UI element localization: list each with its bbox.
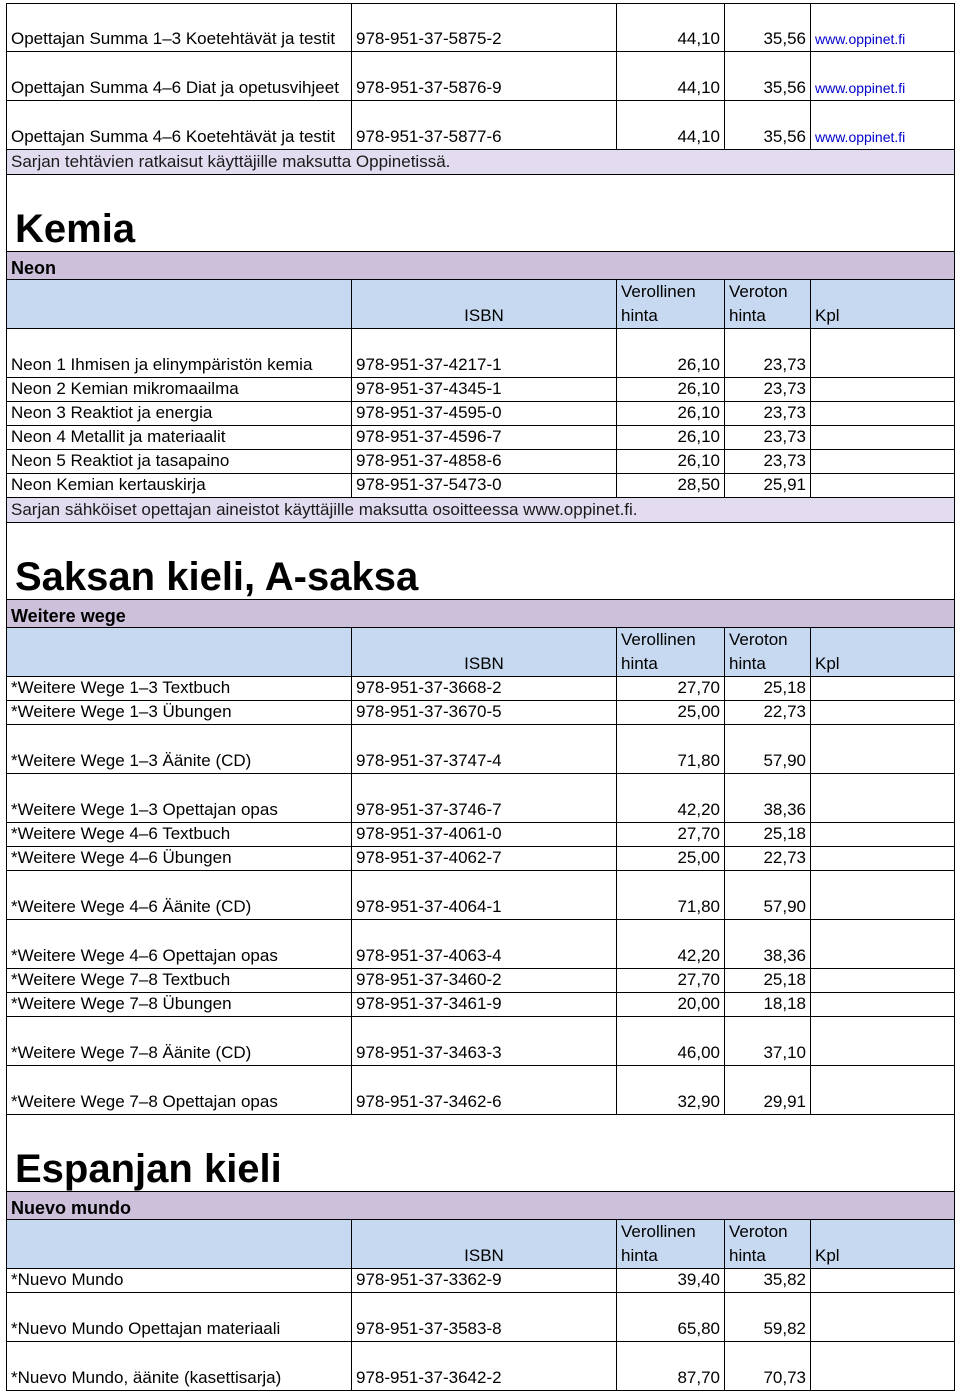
table-row xyxy=(6,1269,955,1293)
product-isbn: 978-951-37-4217-1 xyxy=(352,329,617,377)
quantity-cell[interactable] xyxy=(811,774,955,822)
price-with-vat: 26,10 xyxy=(617,426,725,449)
price-with-vat: 27,70 xyxy=(617,677,725,700)
price-without-vat: 23,73 xyxy=(725,402,811,425)
price-without-vat: 23,73 xyxy=(725,450,811,473)
table-row xyxy=(6,1342,955,1391)
section-title: Kemia xyxy=(6,175,955,251)
table-row xyxy=(6,774,955,823)
product-title: *Weitere Wege 1–3 Textbuch xyxy=(6,677,352,700)
table-row xyxy=(6,823,955,847)
price-with-vat: 42,20 xyxy=(617,774,725,822)
table-row xyxy=(6,101,955,150)
quantity-cell[interactable] xyxy=(811,402,955,425)
product-isbn: 978-951-37-4062-7 xyxy=(352,847,617,870)
header-price-with-vat: Verollinen hinta xyxy=(617,280,725,328)
price-with-vat: 46,00 xyxy=(617,1017,725,1065)
product-isbn: 978-951-37-3463-3 xyxy=(352,1017,617,1065)
table-row xyxy=(6,871,955,920)
quantity-cell[interactable] xyxy=(811,701,955,724)
product-title: *Weitere Wege 4–6 Übungen xyxy=(6,847,352,870)
product-isbn: 978-951-37-4858-6 xyxy=(352,450,617,473)
table-row xyxy=(6,3,955,52)
header-quantity: Kpl xyxy=(811,628,955,676)
product-title: Neon Kemian kertauskirja xyxy=(6,474,352,497)
header-price-without-vat: Veroton hinta xyxy=(725,628,811,676)
price-with-vat: 20,00 xyxy=(617,993,725,1016)
quantity-cell[interactable] xyxy=(811,1066,955,1114)
header-price-with-vat: Verollinen hinta xyxy=(617,1220,725,1268)
price-without-vat: 57,90 xyxy=(725,725,811,773)
price-without-vat: 22,73 xyxy=(725,847,811,870)
header-title-cell xyxy=(6,628,352,676)
table-row xyxy=(6,450,955,474)
product-isbn: 978-951-37-4345-1 xyxy=(352,378,617,401)
product-isbn: 978-951-37-4596-7 xyxy=(352,426,617,449)
product-isbn: 978-951-37-3460-2 xyxy=(352,969,617,992)
price-with-vat: 65,80 xyxy=(617,1293,725,1341)
table-header xyxy=(6,628,955,677)
series-note: Sarjan sähköiset opettajan aineistot käyttäjille maksutta osoitteessa www.oppinet.fi. xyxy=(6,498,955,523)
product-isbn: 978-951-37-4063-4 xyxy=(352,920,617,968)
product-title: *Weitere Wege 1–3 Äänite (CD) xyxy=(6,725,352,773)
price-with-vat: 27,70 xyxy=(617,823,725,846)
price-with-vat: 25,00 xyxy=(617,701,725,724)
product-title: *Weitere Wege 4–6 Äänite (CD) xyxy=(6,871,352,919)
header-quantity: Kpl xyxy=(811,1220,955,1268)
price-without-vat: 25,18 xyxy=(725,969,811,992)
price-with-vat: 28,50 xyxy=(617,474,725,497)
price-with-vat: 26,10 xyxy=(617,329,725,377)
table-row xyxy=(6,52,955,101)
quantity-cell[interactable] xyxy=(811,474,955,497)
product-title: Neon 3 Reaktiot ja energia xyxy=(6,402,352,425)
table-row xyxy=(6,1066,955,1115)
price-with-vat: 32,90 xyxy=(617,1066,725,1114)
price-with-vat: 44,10 xyxy=(617,101,725,149)
header-price-without-vat: Veroton hinta xyxy=(725,280,811,328)
table-row xyxy=(6,426,955,450)
price-without-vat: 35,56 xyxy=(725,101,811,149)
product-title: Opettajan Summa 4–6 Diat ja opetusvihjeet xyxy=(6,52,352,100)
product-isbn: 978-951-37-5877-6 xyxy=(352,101,617,149)
table-row xyxy=(6,1293,955,1342)
series-note: Sarjan tehtävien ratkaisut käyttäjille maksutta Oppinetissä. xyxy=(6,150,955,175)
header-price-with-vat: Verollinen hinta xyxy=(617,628,725,676)
quantity-cell[interactable] xyxy=(811,378,955,401)
product-title: *Nuevo Mundo xyxy=(6,1269,352,1292)
quantity-cell[interactable] xyxy=(811,823,955,846)
table-row xyxy=(6,969,955,993)
product-title: Neon 4 Metallit ja materiaalit xyxy=(6,426,352,449)
price-with-vat: 44,10 xyxy=(617,52,725,100)
price-without-vat: 22,73 xyxy=(725,701,811,724)
table-row xyxy=(6,677,955,701)
table-row xyxy=(6,329,955,378)
product-isbn: 978-951-37-5876-9 xyxy=(352,52,617,100)
price-list-sheet xyxy=(6,3,955,1391)
price-without-vat: 35,82 xyxy=(725,1269,811,1292)
price-without-vat: 23,73 xyxy=(725,426,811,449)
table-row xyxy=(6,474,955,498)
price-with-vat: 27,70 xyxy=(617,969,725,992)
quantity-cell[interactable] xyxy=(811,1269,955,1292)
series-title: Neon xyxy=(6,251,955,280)
quantity-cell[interactable] xyxy=(811,329,955,377)
product-isbn: 978-951-37-4064-1 xyxy=(352,871,617,919)
table-row xyxy=(6,725,955,774)
series-title: Weitere wege xyxy=(6,599,955,628)
table-row xyxy=(6,1017,955,1066)
product-isbn: 978-951-37-3747-4 xyxy=(352,725,617,773)
quantity-cell[interactable] xyxy=(811,1293,955,1341)
quantity-cell[interactable] xyxy=(811,920,955,968)
product-title: *Weitere Wege 1–3 Opettajan opas xyxy=(6,774,352,822)
product-title: *Weitere Wege 7–8 Äänite (CD) xyxy=(6,1017,352,1065)
table-row xyxy=(6,701,955,725)
price-with-vat: 25,00 xyxy=(617,847,725,870)
price-without-vat: 25,91 xyxy=(725,474,811,497)
quantity-cell[interactable] xyxy=(811,1017,955,1065)
oppinet-link[interactable]: www.oppinet.fi xyxy=(811,52,955,100)
product-isbn: 978-951-37-3362-9 xyxy=(352,1269,617,1292)
table-row xyxy=(6,920,955,969)
product-isbn: 978-951-37-3461-9 xyxy=(352,993,617,1016)
price-with-vat: 87,70 xyxy=(617,1342,725,1390)
product-title: Neon 1 Ihmisen ja elinympäristön kemia xyxy=(6,329,352,377)
header-price-without-vat: Veroton hinta xyxy=(725,1220,811,1268)
price-with-vat: 26,10 xyxy=(617,402,725,425)
table-header xyxy=(6,280,955,329)
section-title: Espanjan kieli xyxy=(6,1115,955,1191)
price-with-vat: 44,10 xyxy=(617,4,725,51)
header-quantity: Kpl xyxy=(811,280,955,328)
series-title: Nuevo mundo xyxy=(6,1191,955,1220)
price-with-vat: 42,20 xyxy=(617,920,725,968)
product-title: *Weitere Wege 4–6 Opettajan opas xyxy=(6,920,352,968)
quantity-cell[interactable] xyxy=(811,969,955,992)
header-isbn: ISBN xyxy=(352,280,617,328)
quantity-cell[interactable] xyxy=(811,677,955,700)
price-without-vat: 23,73 xyxy=(725,378,811,401)
product-isbn: 978-951-37-5473-0 xyxy=(352,474,617,497)
price-with-vat: 39,40 xyxy=(617,1269,725,1292)
oppinet-link[interactable]: www.oppinet.fi xyxy=(811,4,955,51)
product-isbn: 978-951-37-3462-6 xyxy=(352,1066,617,1114)
price-without-vat: 70,73 xyxy=(725,1342,811,1390)
price-with-vat: 71,80 xyxy=(617,871,725,919)
table-row xyxy=(6,378,955,402)
product-title: *Weitere Wege 7–8 Übungen xyxy=(6,993,352,1016)
price-without-vat: 38,36 xyxy=(725,774,811,822)
product-title: Neon 2 Kemian mikromaailma xyxy=(6,378,352,401)
product-title: *Weitere Wege 1–3 Übungen xyxy=(6,701,352,724)
quantity-cell[interactable] xyxy=(811,847,955,870)
product-title: *Weitere Wege 4–6 Textbuch xyxy=(6,823,352,846)
product-title: *Weitere Wege 7–8 Textbuch xyxy=(6,969,352,992)
header-isbn: ISBN xyxy=(352,1220,617,1268)
table-row xyxy=(6,847,955,871)
price-without-vat: 18,18 xyxy=(725,993,811,1016)
product-isbn: 978-951-37-3668-2 xyxy=(352,677,617,700)
product-title: *Nuevo Mundo, äänite (kasettisarja) xyxy=(6,1342,352,1390)
price-without-vat: 35,56 xyxy=(725,52,811,100)
table-row xyxy=(6,993,955,1017)
quantity-cell[interactable] xyxy=(811,1342,955,1390)
quantity-cell[interactable] xyxy=(811,871,955,919)
product-title: *Nuevo Mundo Opettajan materiaali xyxy=(6,1293,352,1341)
quantity-cell[interactable] xyxy=(811,725,955,773)
quantity-cell[interactable] xyxy=(811,450,955,473)
product-isbn: 978-951-37-3642-2 xyxy=(352,1342,617,1390)
header-isbn: ISBN xyxy=(352,628,617,676)
product-title: *Weitere Wege 7–8 Opettajan opas xyxy=(6,1066,352,1114)
oppinet-link[interactable]: www.oppinet.fi xyxy=(811,101,955,149)
quantity-cell[interactable] xyxy=(811,426,955,449)
price-without-vat: 25,18 xyxy=(725,677,811,700)
price-without-vat: 23,73 xyxy=(725,329,811,377)
product-isbn: 978-951-37-3670-5 xyxy=(352,701,617,724)
product-isbn: 978-951-37-4061-0 xyxy=(352,823,617,846)
product-isbn: 978-951-37-4595-0 xyxy=(352,402,617,425)
price-without-vat: 59,82 xyxy=(725,1293,811,1341)
price-without-vat: 29,91 xyxy=(725,1066,811,1114)
price-with-vat: 71,80 xyxy=(617,725,725,773)
product-isbn: 978-951-37-3583-8 xyxy=(352,1293,617,1341)
product-title: Opettajan Summa 4–6 Koetehtävät ja testit xyxy=(6,101,352,149)
quantity-cell[interactable] xyxy=(811,993,955,1016)
price-without-vat: 35,56 xyxy=(725,4,811,51)
product-title: Neon 5 Reaktiot ja tasapaino xyxy=(6,450,352,473)
price-with-vat: 26,10 xyxy=(617,450,725,473)
price-without-vat: 57,90 xyxy=(725,871,811,919)
section-title: Saksan kieli, A-saksa xyxy=(6,523,955,599)
product-title: Opettajan Summa 1–3 Koetehtävät ja testit xyxy=(6,4,352,51)
price-without-vat: 37,10 xyxy=(725,1017,811,1065)
price-without-vat: 25,18 xyxy=(725,823,811,846)
table-header xyxy=(6,1220,955,1269)
product-isbn: 978-951-37-5875-2 xyxy=(352,4,617,51)
table-row xyxy=(6,402,955,426)
header-title-cell xyxy=(6,1220,352,1268)
product-isbn: 978-951-37-3746-7 xyxy=(352,774,617,822)
price-with-vat: 26,10 xyxy=(617,378,725,401)
price-without-vat: 38,36 xyxy=(725,920,811,968)
header-title-cell xyxy=(6,280,352,328)
